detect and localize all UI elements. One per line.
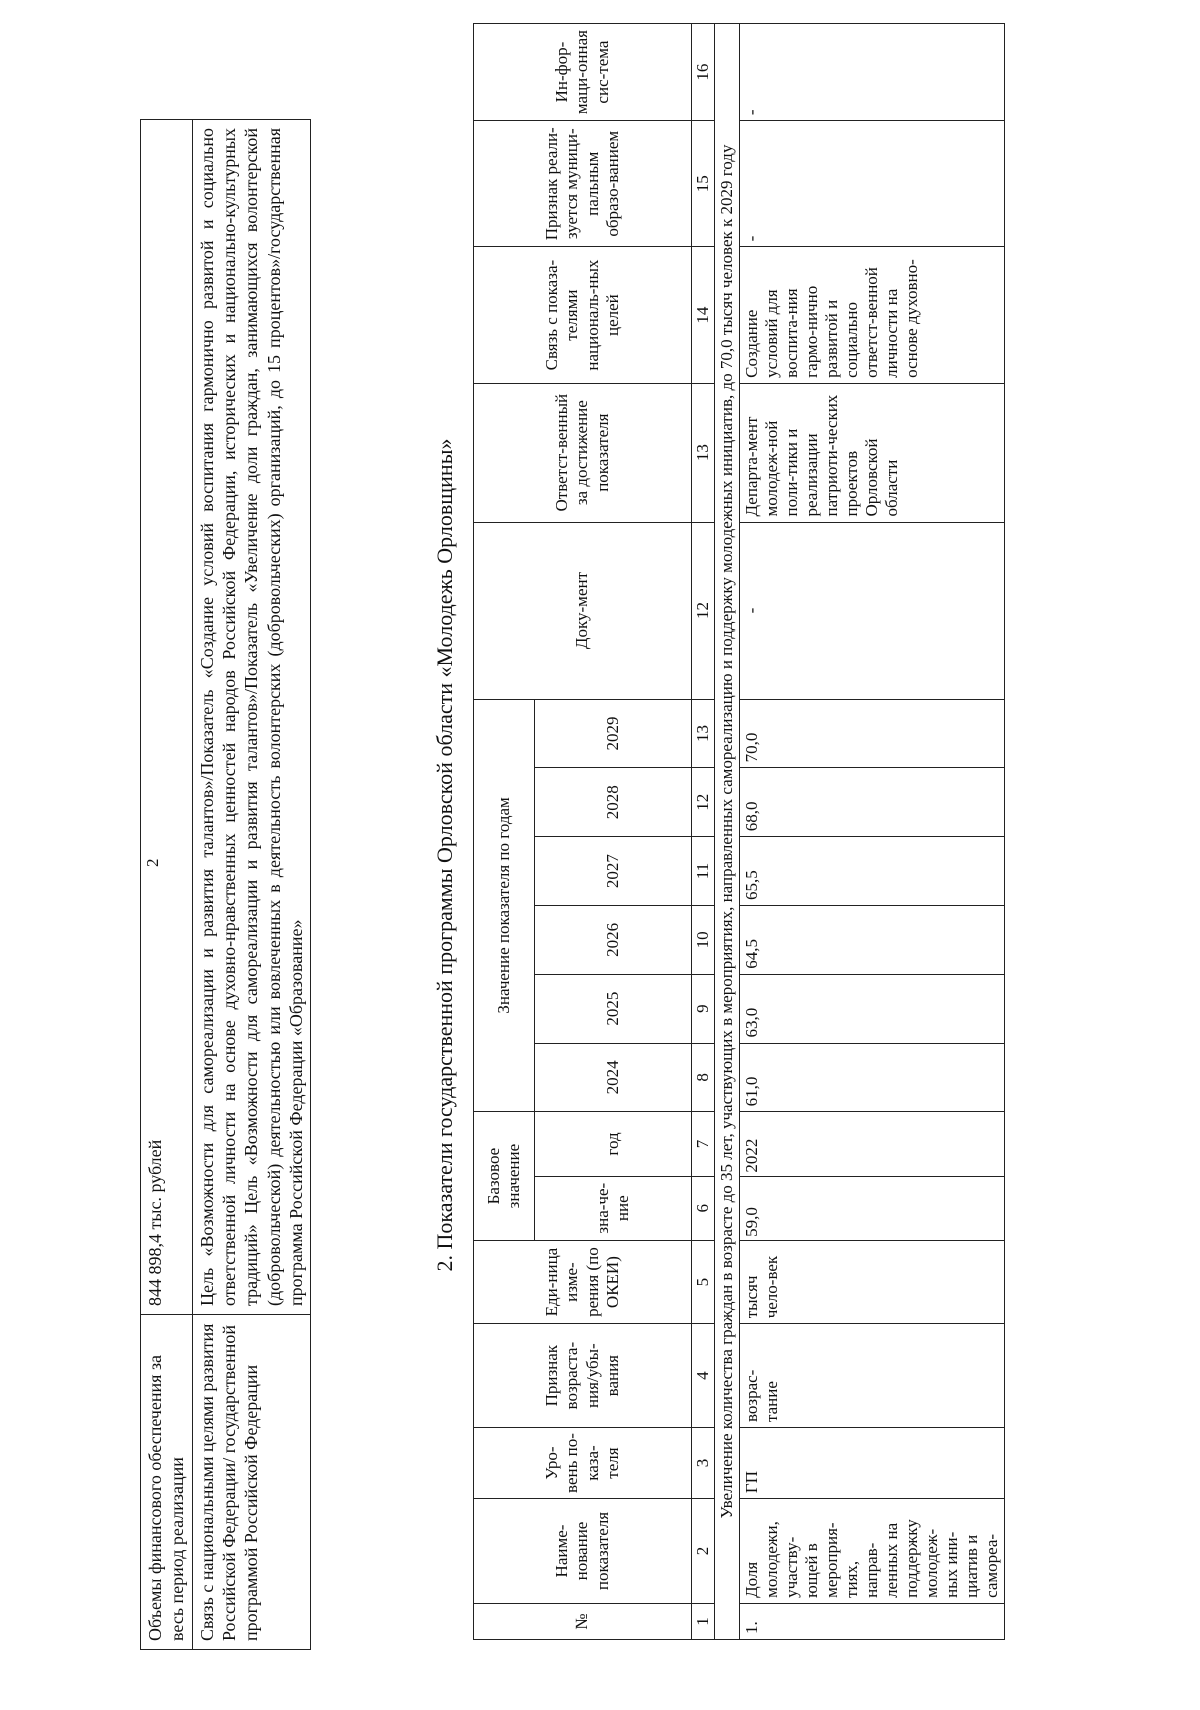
header-base: Базовое значение — [474, 1112, 535, 1241]
row-value-2026: 64,5 — [739, 905, 1005, 974]
indicators-table — [473, 23, 1005, 1640]
row-base-value: 59,0 — [739, 1176, 1005, 1240]
header-by-year: Значение показателя по годам — [474, 699, 535, 1112]
column-number: 1 — [692, 1603, 715, 1639]
column-number: 7 — [692, 1112, 715, 1176]
header-document: Доку-мент — [474, 522, 692, 699]
column-number: 10 — [692, 905, 715, 974]
header-municipal: Признак реали-зуется муници-пальным образо-ванием — [474, 121, 692, 247]
row-document: - — [739, 522, 1005, 699]
header-info-system: Ин-фор-маци-онная сис-тема — [474, 24, 692, 121]
row-municipal: - — [739, 121, 1005, 247]
row-num: 1. — [739, 1603, 1005, 1639]
header-responsible: Ответст-венный за достижение показателя — [474, 383, 692, 522]
header-year-2029: 2029 — [535, 699, 692, 768]
page-number: 2 — [143, 858, 162, 867]
column-number: 8 — [692, 1043, 715, 1112]
column-number: 12 — [692, 522, 715, 699]
row-name: Доля молодежи, участву-ющей в мероприя-тиях, направ-ленных на поддержку молодеж-ных ини-циатив и самореа- — [739, 1499, 1005, 1604]
row-value-2028: 68,0 — [739, 768, 1005, 837]
header-national-link: Связь с показа-телями националь-ных целей — [474, 247, 692, 383]
column-number: 16 — [692, 24, 715, 121]
section-row — [715, 24, 740, 1640]
row-trend: возрас-тание — [739, 1324, 1005, 1428]
passport-row-national-goals — [192, 120, 311, 1650]
column-number: 2 — [692, 1499, 715, 1604]
column-number: 13 — [692, 383, 715, 522]
column-number: 9 — [692, 974, 715, 1043]
column-number: 6 — [692, 1176, 715, 1240]
column-number: 12 — [692, 768, 715, 837]
passport-value: Цель «Возможности для самореализации и развития талантов»/Показатель «Создание условий воспитания гармонично развитой и социально ответственной личности на основе духовно-нравственных ценностей народов Российской Федерации, исторических и национально-культурных традиций» Цель «Возможности для самореализации и развития талантов»/Показатель «Увеличение доли граждан, занимающихся волонтерской (добровольческой) деятельностью или вовлеченных в деятельность волонтерских (добровольческих) организаций, до 15 процентов»/государственная программа Российской Федерации «Образование» — [192, 120, 311, 1315]
column-number: 15 — [692, 121, 715, 247]
column-number: 13 — [692, 699, 715, 768]
column-number-row — [692, 24, 715, 1640]
column-number: 4 — [692, 1324, 715, 1428]
row-value-2024: 61,0 — [739, 1043, 1005, 1112]
section-title: 2. Показатели государственной программы Орловской области «Молодежь Орловщины» — [432, 438, 457, 1272]
passport-value: 844 898,4 тыс. рублей — [141, 120, 193, 1315]
passport-label: Связь с национальными целями развития Российской Федерации/ государственной программой Российской Федерации — [192, 1315, 311, 1650]
row-base-year: 2022 — [739, 1112, 1005, 1176]
row-value-2029: 70,0 — [739, 699, 1005, 768]
header-num: № — [474, 1603, 692, 1639]
row-value-2027: 65,5 — [739, 837, 1005, 906]
header-year-2028: 2028 — [535, 768, 692, 837]
header-year-2025: 2025 — [535, 974, 692, 1043]
column-number: 14 — [692, 247, 715, 383]
row-national-link: Создание условий для воспита-ния гармо-нично развитой и социально ответст-венной личности на основе духовно- — [739, 247, 1005, 383]
header-unit: Еди-ница изме-рения (по ОКЕИ) — [474, 1240, 692, 1323]
header-row-1 — [474, 24, 535, 1640]
row-responsible: Департа-мент молодеж-ной поли-тики и реализации патриоти-ческих проектов Орловской области — [739, 383, 1005, 522]
header-year-2024: 2024 — [535, 1043, 692, 1112]
row-info-system: - — [739, 24, 1005, 121]
row-value-2025: 63,0 — [739, 974, 1005, 1043]
passport-row-financing — [141, 120, 193, 1650]
header-base-value: зна-че-ние — [535, 1176, 692, 1240]
column-number: 3 — [692, 1428, 715, 1499]
header-year-2027: 2027 — [535, 837, 692, 906]
header-trend: Признак возраста-ния/убы-вания — [474, 1324, 692, 1428]
row-unit: тысяч чело-век — [739, 1240, 1005, 1323]
row-level: ГП — [739, 1428, 1005, 1499]
header-level: Уро-вень по-каза-теля — [474, 1428, 692, 1499]
header-year-2026: 2026 — [535, 905, 692, 974]
header-base-year: год — [535, 1112, 692, 1176]
passport-label: Объемы финансового обеспечения за весь период реализации — [141, 1315, 193, 1650]
column-number: 11 — [692, 837, 715, 906]
column-number: 5 — [692, 1240, 715, 1323]
table-row — [739, 24, 1005, 1640]
section-goal: Увеличение количества граждан в возрасте до 35 лет, участвующих в мероприятиях, направленных самореализацию и поддержку молодежных инициатив, до 70,0 тысяч человек к 2029 году — [715, 24, 740, 1640]
passport-table — [140, 119, 311, 1650]
header-name: Наиме-нование показателя — [474, 1499, 692, 1604]
